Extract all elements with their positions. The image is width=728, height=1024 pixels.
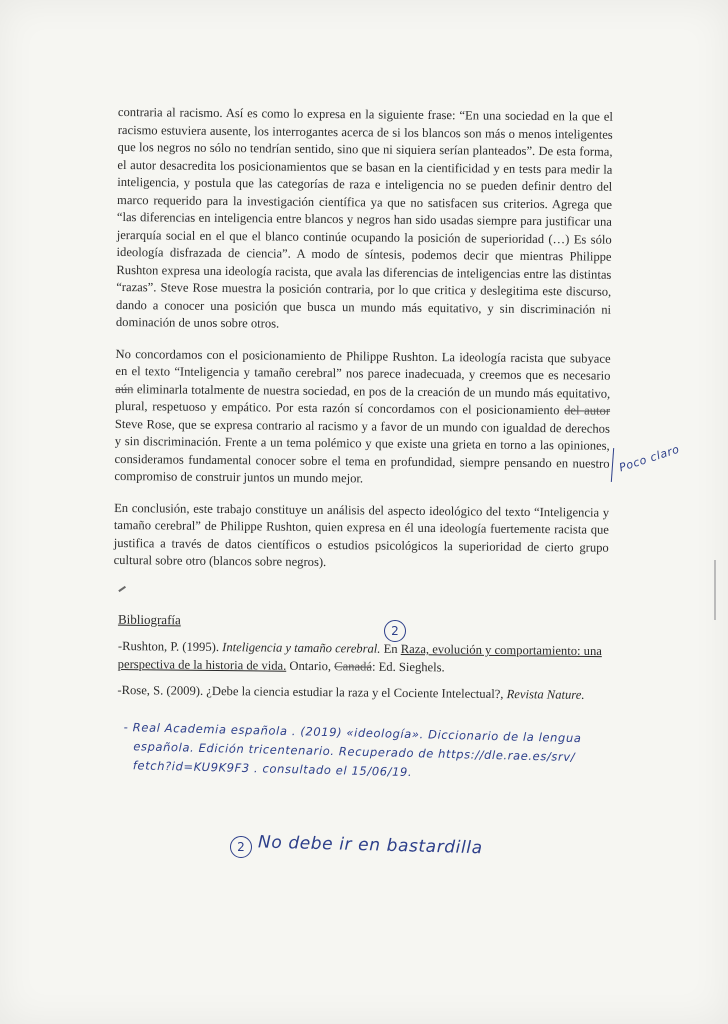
handwritten-reference: - Real Academia española . (2019) «ideología». Diccionario de la lengua española. Edición tricentenario. Recuperado de https://dle.rae.es/srv/ fetch?id=KU9K9F3 . consultado el 15/06/19.: [123, 719, 582, 780]
page-edge-mark: [714, 560, 716, 620]
bibliography-entry-2: -Rose, S. (2009). ¿Debe la ciencia estudiar la raza y el Cociente Intelectual?, Revista Nature.: [117, 682, 585, 702]
circled-number-note: 2: [230, 836, 252, 858]
handwritten-note: No debe ir en bastardilla: [257, 832, 483, 859]
paragraph-2: [114, 345, 610, 490]
bibliography-list: [117, 638, 616, 714]
body-text: [113, 104, 613, 584]
bibliography-entry-1: -Rushton, P. (1995). Inteligencia y tamaño cerebral. En Raza, evolución y comportamiento: una perspectiva de la historia de vida. Ontario, Canadá: Ed. Sieghels.: [117, 638, 602, 674]
margin-mark-line: [611, 448, 615, 482]
struck-phrase: del autor: [564, 403, 611, 418]
paragraph-2-part-a: No concordamos con el posicionamiento de Philippe Rushton. La ideología racista que subyace en el texto “Inteligencia y tamaño cerebral” nos parece inadecuada, y creemos que es necesario: [115, 346, 611, 383]
circled-number-annotation: 2: [384, 620, 406, 642]
bibliography-title: Bibliografía: [117, 611, 181, 628]
margin-comment: Poco claro: [617, 442, 682, 475]
paragraph-1: contraria al racismo. Así es como lo expresa en la siguiente frase: “En una sociedad en la que el racismo estuviera ausente, los interrogantes acerca de si los blancos son más o menos inteligentes que los negros no sólo no tendrían sentido, sino que ni siquiera serían planteados”. De esta forma, el autor desacredita los posicionamientos que se basan en la cientificidad y en tests para medir la inteligencia, y postula que las categorías de raza e inteligencia no se pueden definir dentro del marco requerido para la investigación científica ya que no satisfacen sus criterios. Agrega que “las diferencias en inteligencia entre blancos y negros han sido usadas siempre para justificar una jerarquía social en el que el blanco continúe ocupando la posición de superioridad (…) Es sólo ideología disfrazada de ciencia”. A modo de síntesis, podemos decir que mientras Philippe Rushton expresa una ideología racista, que avala las diferencias de inteligencias entre las distintas “razas”. Steve Rose muestra la posición contraria, por lo que critica y deslegitima este discurso, dando a conocer una posición que busca un mundo más equitativo, y sin discriminación ni dominación de unos sobre otros.: [115, 104, 613, 331]
paragraph-3: En conclusión, este trabajo constituye un análisis del aspecto ideológico del texto “Inteligencia y tamaño cerebral” de Philippe Rushton, quien expresa en él una ideología fuertemente racista que justifica a través de datos científicos o estudios psicológicos la superioridad de cierto grupo cultural sobre otro (blancos sobre negros).: [113, 500, 610, 570]
struck-word: aún: [115, 381, 134, 396]
pencil-tick: [118, 586, 125, 592]
paragraph-2-part-b: eliminarla totalmente de nuestra sociedad, en pos de la creación de un mundo más equitativo, plural, respetuoso y empático. Por esta razón sí concordamos con el posicionamiento: [115, 381, 611, 418]
paragraph-2-part-c: Steve Rose, que se expresa contrario al racismo y a favor de un mundo con igualdad de derechos y sin discriminación. Frente a un tema polémico y que existe una grieta en torno a las opiniones, consideramos fundamental conocer sobre el tema en profundidad, siempre pensando en nuestro compromiso de construir juntos un mundo mejor.: [114, 416, 610, 486]
